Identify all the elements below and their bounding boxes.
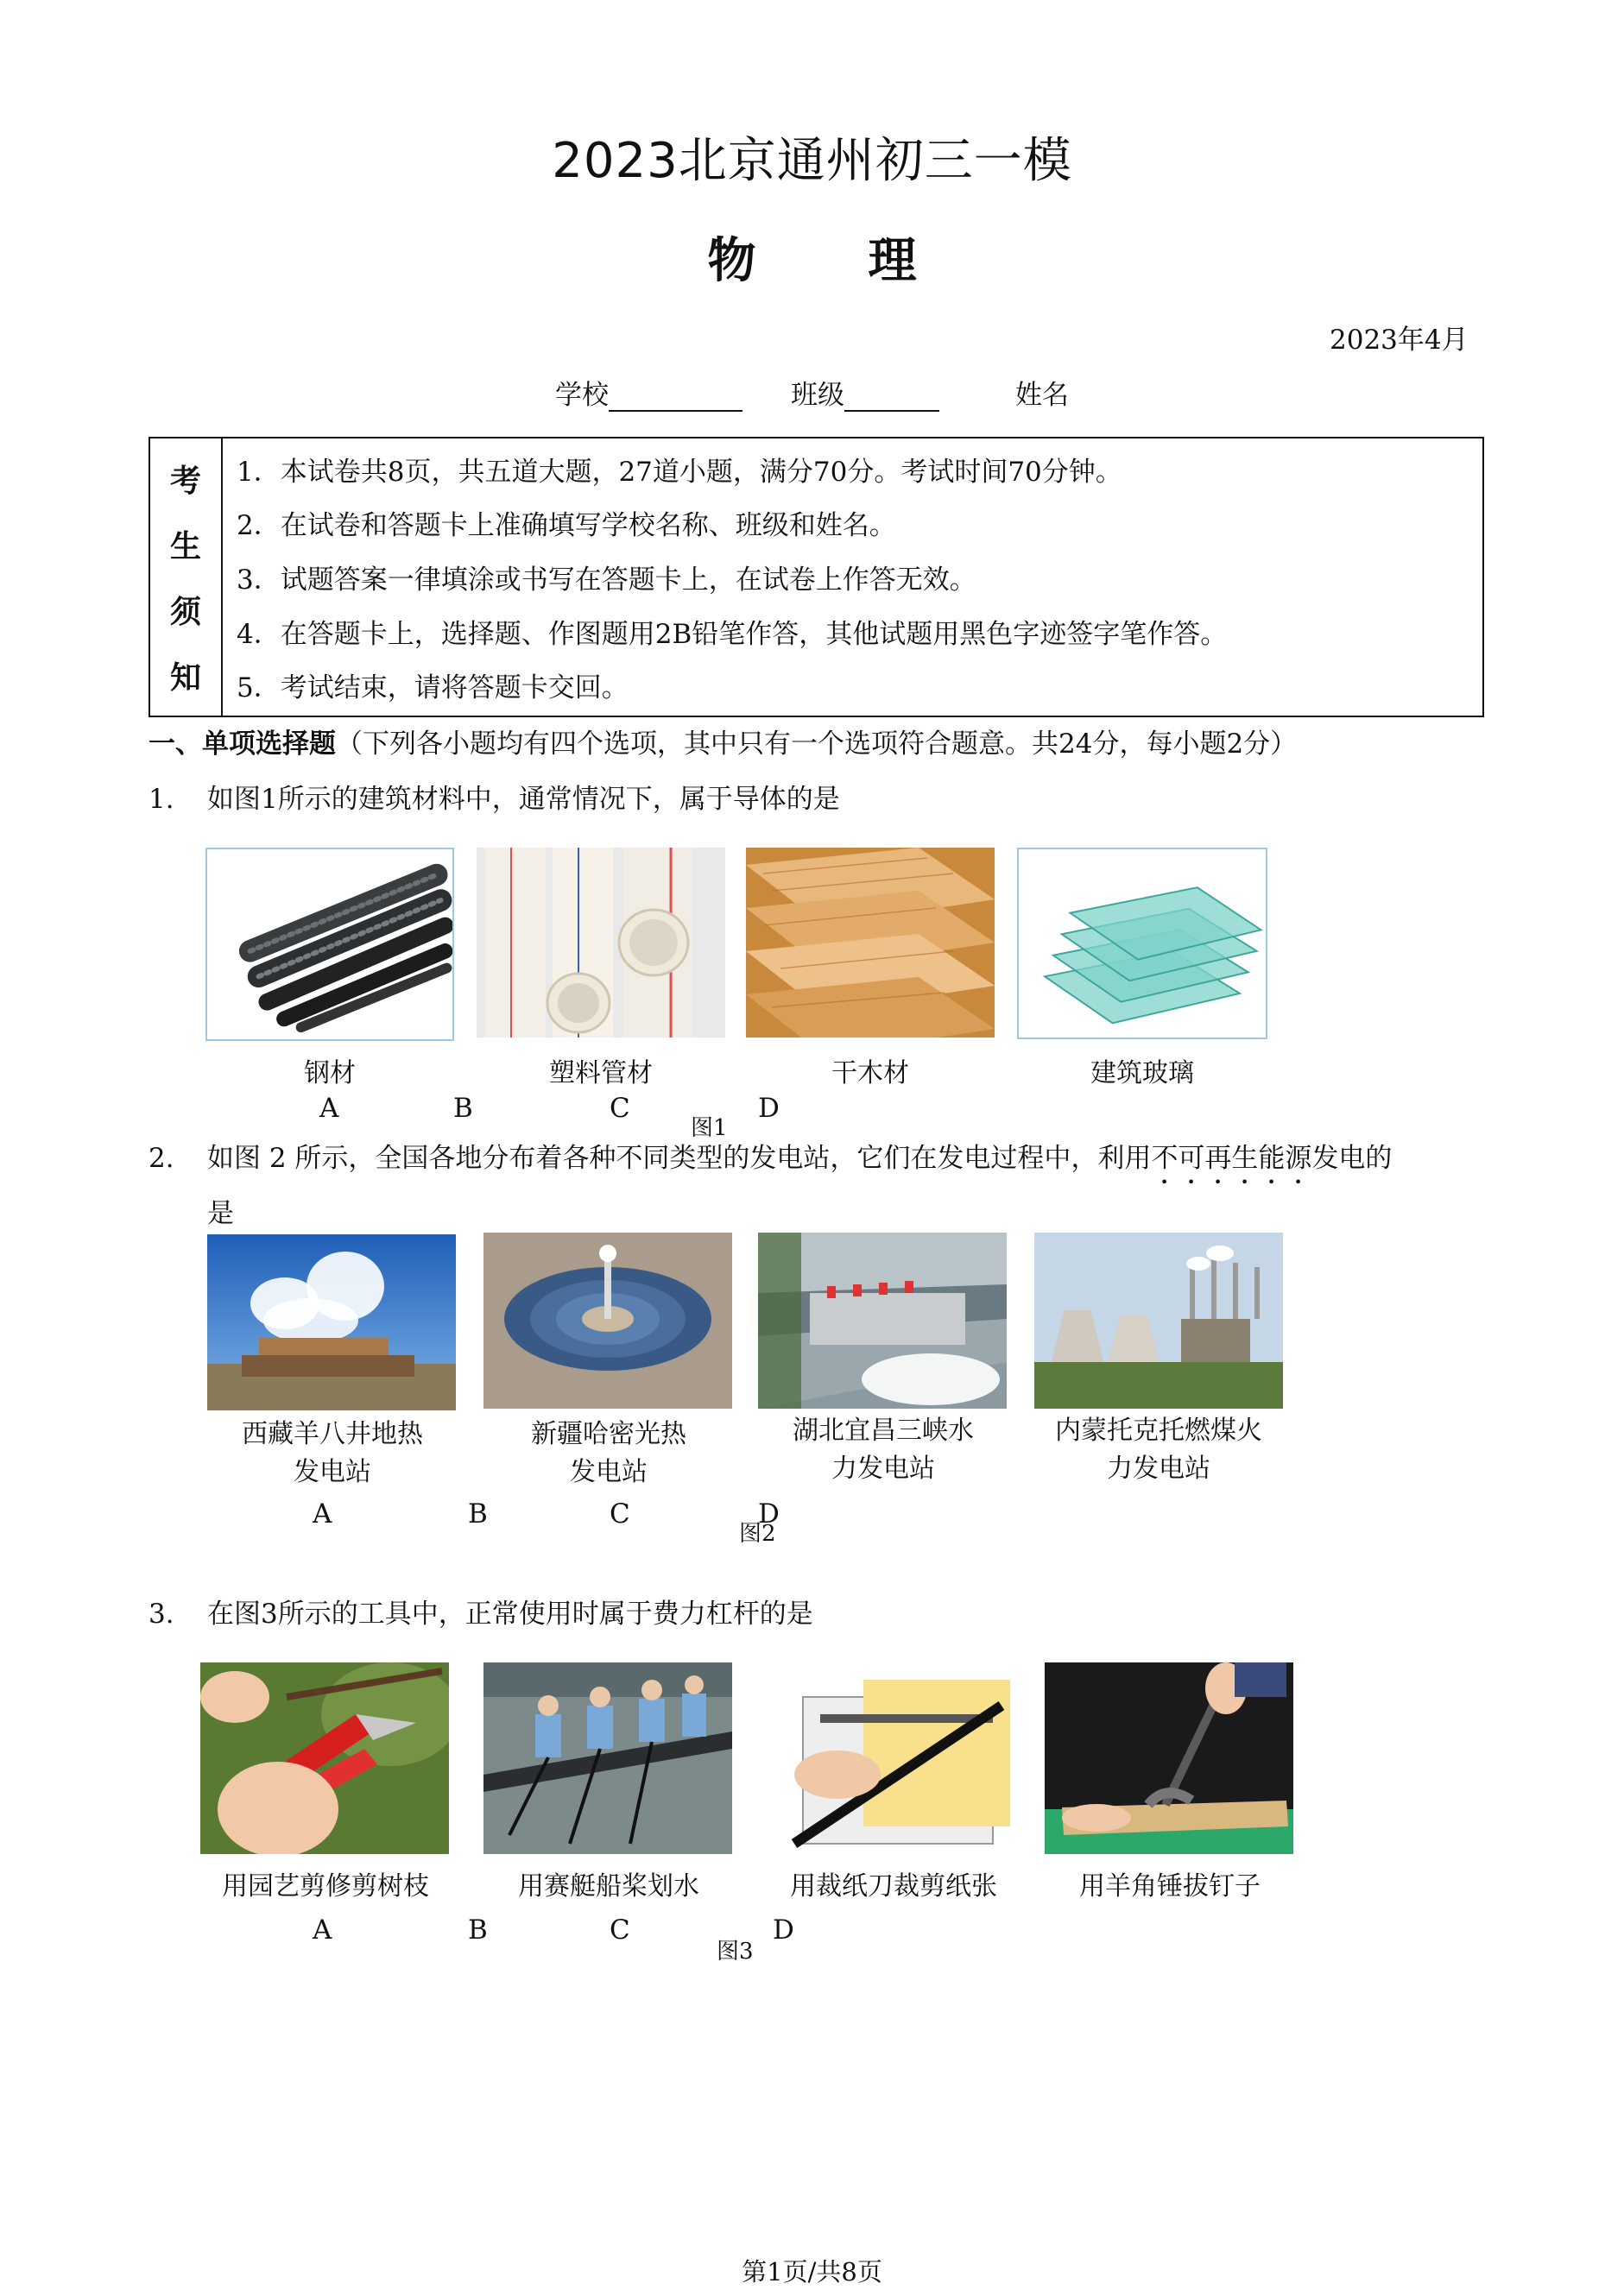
class-blank [844,386,939,412]
rowing-boat-image [483,1662,732,1854]
caption-line: 发电站 [294,1457,371,1487]
q1-caption-d: 建筑玻璃 [1090,1058,1194,1088]
solar-thermal-station-image [483,1233,732,1409]
caption-line: 西藏羊八井地热 [242,1419,423,1449]
q3-caption-d: 用羊角锤拔钉子 [1079,1871,1261,1902]
garden-shears-image [200,1662,449,1854]
question-text-end: 发电的 [1311,1143,1393,1174]
caption-line: 发电站 [570,1457,648,1487]
question-3 [148,1592,813,1631]
q3-caption-b: 用赛艇船桨划水 [518,1871,699,1902]
question-text: 如图1所示的建筑材料中，通常情况下，属于导体的是 [207,784,840,815]
caption-line: 内蒙托克托燃煤火 [1055,1416,1262,1446]
caption-line: 力发电站 [1107,1454,1210,1484]
q2-option-c: C [610,1498,630,1530]
notice-label-char: 考 [169,463,201,499]
school-field [555,373,742,412]
q1-option-c: C [610,1093,630,1124]
subject-title [0,223,1624,292]
q1-option-d: D [758,1093,780,1124]
section-heading [148,722,1297,760]
q1-caption-a: 钢材 [304,1058,356,1088]
dry-wood-image [746,848,995,1038]
q3-option-d: D [773,1914,794,1946]
school-label: 学校 [555,380,609,411]
q1-option-b: B [453,1093,473,1124]
question-number: 3. [148,1599,174,1630]
q2-caption-d [1012,1412,1305,1488]
caption-line: 新疆哈密光热 [531,1419,686,1449]
question-2 [148,1136,1392,1190]
claw-hammer-image [1045,1662,1293,1854]
three-gorges-hydro-station-image [758,1233,1007,1409]
caption-line: 湖北宜昌三峡水 [793,1416,974,1446]
figure-3-label: 图3 [717,1939,754,1965]
notice-label-char: 生 [169,528,201,565]
notice-item: 3．试题答案一律填涂或书写在答题卡上，在试卷上作答无效。 [237,564,976,596]
notice-items [223,438,1482,716]
q2-option-a: A [313,1498,332,1530]
notice-item: 5．考试结束，请将答题卡交回。 [237,672,629,704]
subject-char-2: 理 [868,233,917,289]
q1-option-a: A [319,1093,339,1124]
paper-cutter-image [768,1662,1017,1854]
q3-option-a: A [313,1914,332,1946]
class-label: 班级 [791,380,844,411]
notice-item: 1．本试卷共8页，共五道大题，27道小题，满分70分。考试时间70分钟。 [237,456,1122,488]
exam-date: 2023年4月 [1330,325,1469,356]
question-text: 如图 2 所示，全国各地分布着各种不同类型的发电站，它们在发电过程中，利用 [207,1143,1152,1174]
question-number: 2. [148,1143,174,1174]
q1-caption-c: 干木材 [831,1058,909,1088]
section-description: （下列各小题均有四个选项，其中只有一个选项符合题意。共24分，每小题2分） [336,729,1298,760]
coal-power-station-image [1034,1233,1283,1409]
question-1 [148,777,840,816]
page-footer: 第1页/共8页 [742,2257,882,2287]
figure-2-label: 图2 [739,1521,776,1547]
q2-caption-c [741,1412,1026,1488]
student-info-fields [0,373,1624,412]
exam-notice-box [148,437,1484,717]
caption-line: 力发电站 [831,1454,935,1484]
subject-char-1: 物 [707,233,756,289]
steel-bars-image [205,848,454,1041]
name-label: 姓名 [1015,380,1069,411]
q2-caption-b [466,1416,751,1492]
class-field [791,373,939,412]
q3-caption-c: 用裁纸刀裁剪纸张 [790,1871,997,1902]
notice-item: 4．在答题卡上，选择题、作图题用2B铅笔作答，其他试题用黑色字迹签字笔作答。 [237,618,1228,650]
exam-title: 2023北京通州初三一模 [552,133,1072,189]
school-blank [609,386,742,412]
emphasized-text: 不可再生能源 [1151,1143,1312,1174]
figure-1-label: 图1 [691,1115,728,1141]
q1-caption-b: 塑料管材 [549,1058,653,1088]
plastic-pipes-image [477,848,725,1038]
notice-item: 2．在试卷和答题卡上准确填写学校名称、班级和姓名。 [237,510,896,542]
question-2-line2: 是 [207,1198,234,1229]
geothermal-station-image [207,1234,456,1410]
notice-label-char: 须 [169,595,201,631]
notice-label-char: 知 [169,660,201,697]
question-text: 在图3所示的工具中，正常使用时属于费力杠杆的是 [207,1599,813,1630]
q2-option-b: B [468,1498,488,1530]
q2-option-d: D [758,1498,780,1530]
section-title: 一、单项选择题 [148,729,336,760]
q3-option-b: B [468,1914,488,1946]
building-glass-image [1017,848,1267,1039]
name-field [1015,373,1069,412]
q3-caption-a: 用园艺剪修剪树枝 [222,1871,429,1902]
q3-option-c: C [610,1914,630,1946]
q2-caption-a [190,1416,475,1492]
notice-label [150,438,223,716]
question-number: 1. [148,784,174,815]
